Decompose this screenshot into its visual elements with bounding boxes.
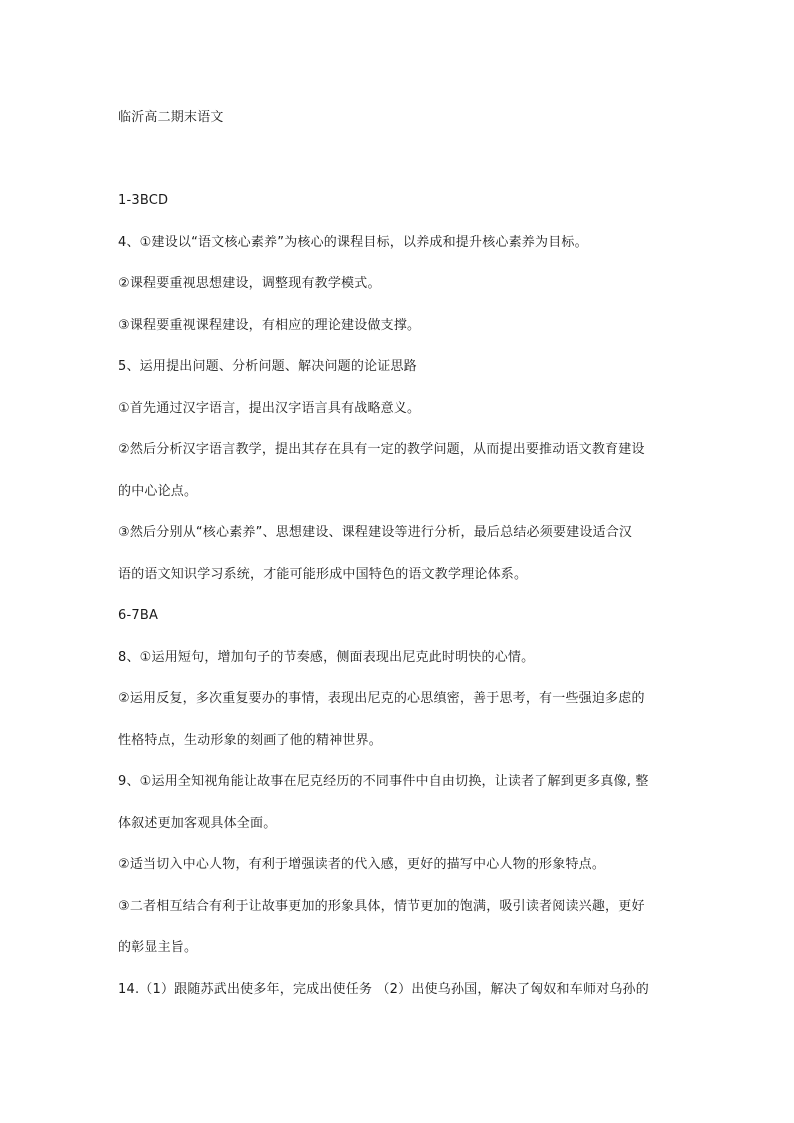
answer-line: ①首先通过汉字语言，提出汉字语言具有战略意义。	[118, 401, 421, 416]
answer-line: 6-7BA	[118, 608, 159, 623]
answer-line: ②然后分析汉字语言教学，提出其存在具有一定的教学问题，从而提出要推动语文教育建设	[118, 442, 645, 457]
answer-line: 5、运用提出问题、分析问题、解决问题的论证思路	[118, 359, 417, 374]
answer-line: ②课程要重视思想建设，调整现有教学模式。	[118, 276, 381, 291]
answer-line: 8、①运用短句，增加句子的节奏感，侧面表现出尼克此时明快的心情。	[118, 650, 535, 665]
answer-line: 的中心论点。	[118, 484, 198, 499]
answer-line: ③然后分别从“核心素养”、思想建设、课程建设等进行分析，最后总结必须要建设适合汉	[118, 525, 633, 540]
document-title: 临沂高二期末语文	[118, 110, 224, 125]
answer-line: 4、①建设以“语文核心素养”为核心的课程目标，以养成和提升核心素养为目标。	[118, 235, 588, 250]
answer-line: 的彰显主旨。	[118, 940, 198, 955]
answer-line: ②运用反复，多次重复要办的事情，表现出尼克的心思缜密，善于思考，有一些强迫多虑的	[118, 691, 645, 706]
answer-line: 9、①运用全知视角能让故事在尼克经历的不同事件中自由切换，让读者了解到更多真像, 整	[118, 774, 649, 789]
answer-line: 体叙述更加客观具体全面。	[118, 816, 277, 831]
answer-line: 性格特点，生动形象的刻画了他的精神世界。	[118, 733, 383, 748]
answer-line: 1-3BCD	[118, 193, 169, 208]
answer-line: ②适当切入中心人物，有利于增强读者的代入感，更好的描写中心人物的形象特点。	[118, 857, 606, 872]
answer-line: ③课程要重视课程建设，有相应的理论建设做支撑。	[118, 318, 421, 333]
answer-line: 语的语文知识学习系统，才能可能形成中国特色的语文教学理论体系。	[118, 567, 528, 582]
answer-line: 14.（1）跟随苏武出使多年，完成出使任务 （2）出使乌孙国，解决了匈奴和车师对乌孙的	[118, 982, 649, 997]
answer-line: ③二者相互结合有利于让故事更加的形象具体，情节更加的饱满，吸引读者阅读兴趣，更好	[118, 899, 645, 914]
